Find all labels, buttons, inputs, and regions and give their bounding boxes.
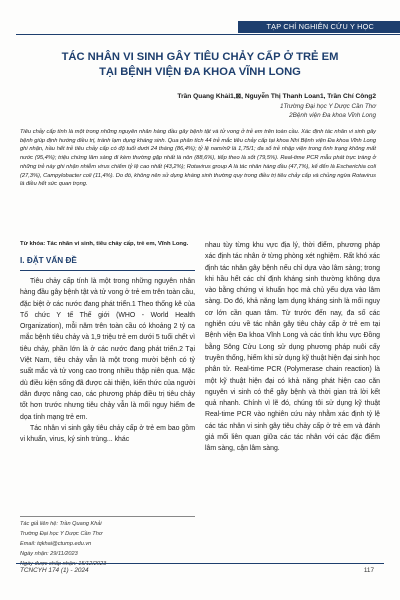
body-paragraph: Tác nhân vi sinh gây tiêu chảy cấp ở trẻ em bao gồm vi khuẩn, virus, ký sinh trùng... khác <box>20 424 195 444</box>
section-divider <box>20 270 195 271</box>
body-paragraph: Tiêu chảy cấp tính là một trong những nguyên nhân hàng đầu gây bệnh tật và tử vong ở trẻ em trên toàn cầu, đặc biệt ở các nước đang phát triển.1 Theo thống kê của Tổ chức Y tế Thế giới (WHO - World Health Organization), mỗi năm trên toàn cầu có khoảng 2 tỷ ca mắc bệnh tiêu chảy và 1,9 triệu trẻ em dưới 5 tuổi chết vì tiêu chảy, phần lớn là ở các nước đang phát triển.2 Tại Việt Nam, tiêu chảy vẫn là một trong mười bệnh có tỷ suất mắc và tử vong cao trong nhiều thập niên qua. Mặc dù điều kiện sống đã được cải thiện, kiến thức của người dân được nâng cao, các phương pháp điều trị tiêu chảy tốt hơn trước nhưng tiêu chảy vẫn là mối nguy hiểm đe dọa tính mạng trẻ em. <box>20 278 196 421</box>
article-title-line-2: TẠI BỆNH VIỆN ĐA KHOA VĨNH LONG <box>99 66 301 78</box>
journal-name: TẠP CHÍ NGHIÊN CỨU Y HỌC <box>266 22 374 31</box>
footnote-accepted: Ngày được chấp nhận: 15/12/2023 <box>20 561 107 567</box>
footnote-received: Ngày nhận: 29/11/2023 <box>20 551 78 557</box>
footnote-email: Email: tqkhai@ctump.edu.vn <box>20 541 92 547</box>
footnote-institution: Trường Đại học Y Dược Cần Thơ <box>20 531 103 537</box>
abstract: Tiêu chảy cấp tính là một trong những nguyên nhân hàng đầu gây bệnh tật và tử vong ở trẻ em trên toàn cầu. Xác định tác nhân vi sinh gây bệnh giúp định hướng điều trị, tránh lạm dụng kháng sinh. Qua phân tích 44 trẻ mắc tiêu chảy cấp tại khoa Nhi Bệnh viện Đa khoa Vĩnh Long ghi nhận, hầu hết trẻ tiêu chảy cấp có độ tuổi dưới 24 tháng (86,4%); tỷ lệ nam/nữ là 1,75/1; đa số trẻ nhập viện trong tình trạng không mất nước (95,4%); triệu chứng lâm sàng đi kèm thường gặp nhất là nôn (88,6%), tiếp theo là sốt (79,5%). Real-time PCR mẫu phát trực tràng ở những trẻ này ghi nhận nhiễm virus chiếm tỷ lệ cao nhất (43,2%); Rotavirus group A là tác nhân hàng đầu (47,7%), kế đến là Escherichia coli (27,3%), Campylobacter coli (11,4%). Do đó, không nên sử dụng kháng sinh thường quy trong điều trị tiêu chảy cấp và chủng ngừa Rotavirus là điều hết sức quan trọng. <box>20 129 376 188</box>
keywords-label: Từ khóa: <box>20 241 46 247</box>
body-paragraph: nhau tùy từng khu vực địa lý, thời điểm, phương pháp xác định tác nhân ở từng phòng xét nghiệm. Rất khó xác định tác nhân gây bệnh nếu chỉ dựa vào lâm sàng; trong khi hầu hết các chỉ định kháng sinh thường không dựa vào bằng chứng vi khuẩn học mà chủ yếu dựa vào lâm sàng. Do đó, khả năng lạm dụng kháng sinh là mối nguy cơ lớn cần quan tâm. Từ trước đến nay, đa số các nghiên cứu về tác nhân gây tiêu chảy cấp ở trẻ em tại Bệnh viện Đa khoa Vĩnh Long và các tỉnh khu vực Đồng bằng Sông Cửu Long sử dụng phương pháp nuôi cấy truyền thống, hiếm khi sử dụng kỹ thuật hiện đại sinh học phân tử. Real-time PCR (Polymerase chain reaction) là một kỹ thuật hiện đại có khả năng phát hiện cao căn nguyên vi sinh có thể gây bệnh và thời gian trả lời kết quả nhanh. Chính vì lẽ đó, chúng tôi sử dụng kỹ thuật Real-time PCR vào nghiên cứu này nhằm xác định tỷ lệ các tác nhân vi sinh gây tiêu chảy cấp ở trẻ em và đánh giá mối liên quan giữa các tác nhân với các đặc điểm lâm sàng, cận lâm sàng. <box>205 242 380 453</box>
keywords-text: Tác nhân vi sinh, tiêu chảy cấp, trẻ em, Vĩnh Long. <box>46 241 189 247</box>
correspondence-footnote <box>20 519 195 569</box>
affiliation-1: 1Trường Đại học Y Dược Cần Thơ <box>279 103 376 110</box>
article-title <box>30 50 370 80</box>
body-column-right <box>205 240 380 455</box>
journal-issue: TCNCYH 174 (1) - 2024 <box>20 567 89 574</box>
footnote-divider <box>20 516 195 517</box>
body-column-left <box>20 276 195 445</box>
journal-header <box>0 21 400 39</box>
affiliation-2: 2Bệnh viện Đa khoa Vĩnh Long <box>289 112 376 119</box>
footnote-author: Tác giả liên hệ: Trần Quang Khải <box>20 521 102 527</box>
author-list: Trần Quang Khải1,⊠, Nguyễn Thị Thanh Loan1, Trần Chí Công2 <box>177 93 376 100</box>
footer-divider <box>16 563 384 564</box>
section-heading: I. ĐẶT VẤN ĐỀ <box>20 256 77 265</box>
article-title-line-1: TÁC NHÂN VI SINH GÂY TIÊU CHẢY CẤP Ở TRẺ EM <box>61 51 339 63</box>
header-divider <box>16 34 400 35</box>
journal-header-bar <box>238 21 400 33</box>
page-number: 117 <box>363 567 374 574</box>
